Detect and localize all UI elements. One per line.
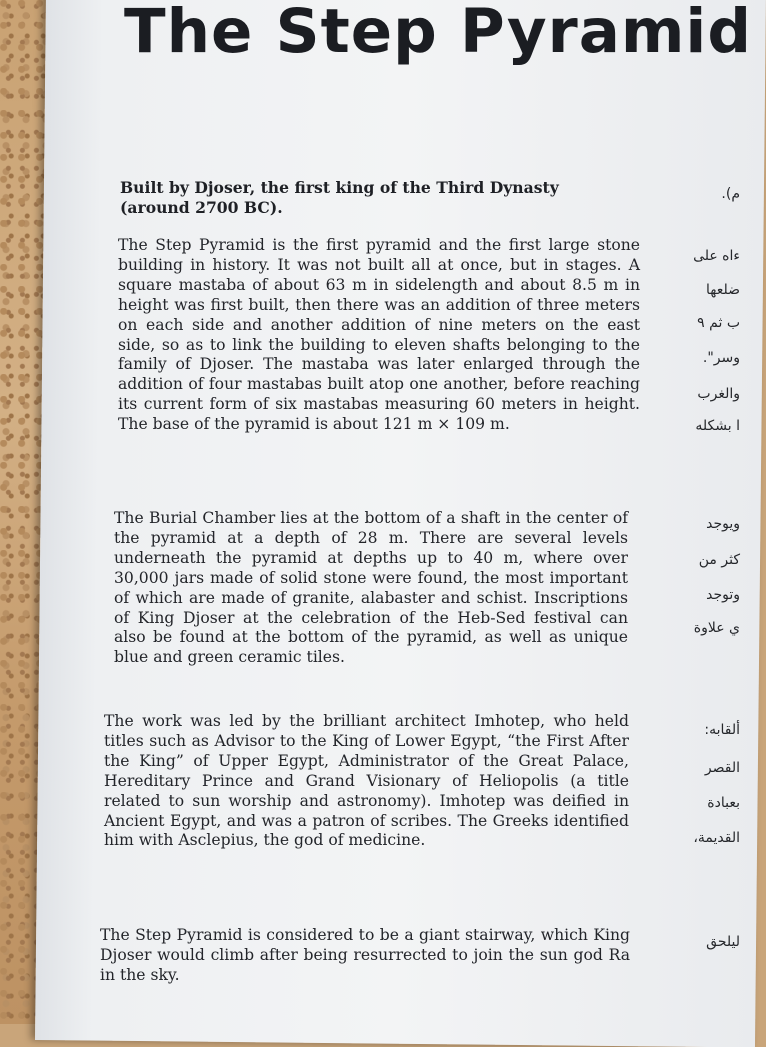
paragraph-stairway: The Step Pyramid is considered to be a giant stairway, which King Djoser would climb after being resurrected to join the sun god Ra in the sky.: [100, 926, 630, 984]
arabic-text-fragment: ءاه على: [693, 248, 740, 264]
arabic-text-fragment: والغرب: [697, 386, 740, 402]
paragraph-history: The Step Pyramid is the first pyramid and the first large stone building in history. It was not built all at once, but in stages. A square mastaba of about 63 m in sidelength and about 8.5 m in height was first built, then there was an addition of three meters on each side and another addition of nine meters on the east side, so as to link the building to eleven shafts belonging to the family of Djoser. The mastaba was later enlarged through the addition of four mastabas built atop one another, before reaching its current form of six mastabas measuring 60 meters in height. The base of the pyramid is about 121 m × 109 m.: [118, 236, 640, 434]
arabic-text-fragment: ضلعها: [706, 282, 740, 298]
sign-subtitle: Built by Djoser, the first king of the Third Dynasty (around 2700 BC).: [120, 178, 559, 217]
arabic-text-fragment: ويوجد: [706, 516, 740, 532]
arabic-text-fragment: ب ثم ٩: [697, 315, 740, 331]
sign-title: The Step Pyramid: [124, 0, 752, 67]
arabic-text-fragment: ي علاوة: [693, 620, 740, 636]
arabic-text-fragment: م).: [721, 186, 740, 202]
arabic-text-fragment: كثر من: [698, 552, 740, 568]
arabic-text-fragment: ألقابه:: [704, 722, 740, 738]
arabic-text-fragment: ليلحق: [706, 934, 740, 950]
arabic-text-fragment: القديمة،: [693, 830, 740, 846]
arabic-text-fragment: وتوجد: [706, 587, 740, 603]
arabic-text-fragment: بعبادة: [707, 795, 740, 811]
arabic-text-fragment: وسر".: [702, 350, 740, 366]
paragraph-imhotep: The work was led by the brilliant architect Imhotep, who held titles such as Advisor to the King of Lower Egypt, “the First After the King” of Upper Egypt, Administrator of the Great Palace, Hereditary Prince and Grand Visionary of Heliopolis (a title related to sun worship and astronomy). Imhotep was deified in Ancient Egypt, and was a patron of scribes. The Greeks identified him with Asclepius, the god of medicine.: [104, 712, 629, 850]
arabic-text-fragment: ا بشكله: [695, 418, 740, 434]
paragraph-burial-chamber: The Burial Chamber lies at the bottom of a shaft in the center of the pyramid at a depth of 28 m. There are several levels underneath the pyramid at depths up to 40 m, where over 30,000 jars made of solid stone were found, the most important of which are made of granite, alabaster and schist. Inscriptions of King Djoser at the celebration of the Heb-Sed festival can also be found at the bottom of the pyramid, as well as unique blue and green ceramic tiles.: [114, 509, 628, 667]
arabic-text-fragment: القصر: [704, 760, 740, 776]
